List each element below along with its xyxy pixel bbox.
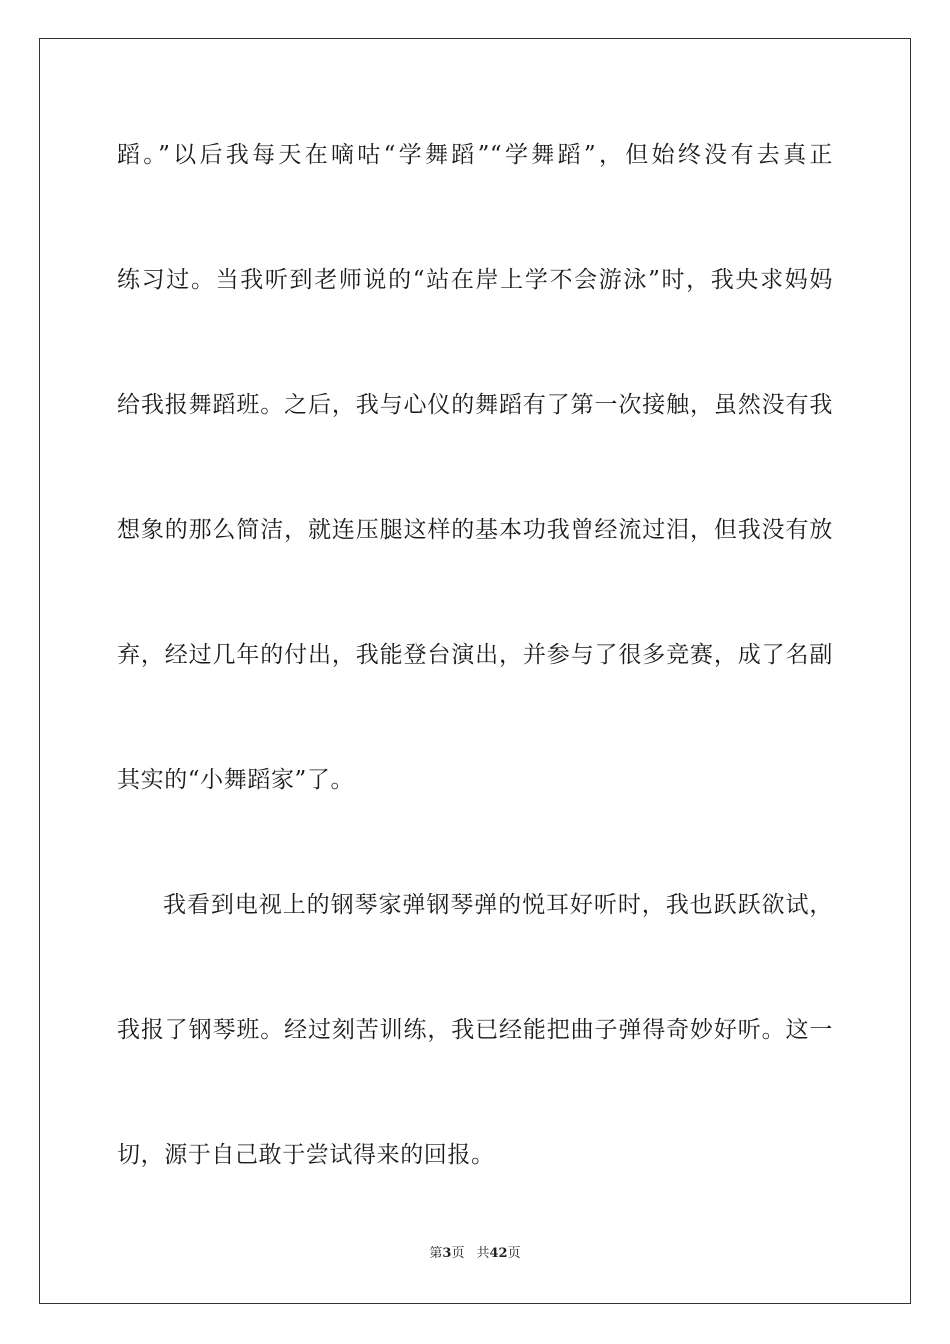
- page-footer: [0, 1245, 950, 1263]
- page-number-suffix: 页: [451, 1246, 465, 1261]
- page-number-prefix: 第: [429, 1246, 443, 1261]
- body-text-line-1: 蹈。”以后我每天在嘀咕“学舞蹈”“学舞蹈”，但始终没有去真正: [117, 142, 833, 168]
- current-page-number: 3: [442, 1246, 452, 1261]
- total-pages-prefix: 共: [476, 1246, 490, 1261]
- body-text-line-8: 我报了钢琴班。经过刻苦训练，我已经能把曲子弹得奇妙好听。这一: [117, 1017, 833, 1043]
- body-text-line-2: 练习过。当我听到老师说的“站在岸上学不会游泳”时，我央求妈妈: [117, 267, 833, 293]
- total-pages-suffix: 页: [507, 1246, 521, 1261]
- total-pages-number: 42: [489, 1246, 508, 1261]
- page-border: [39, 38, 911, 1304]
- body-text-line-6: 其实的“小舞蹈家”了。: [117, 767, 355, 793]
- body-text-line-3: 给我报舞蹈班。之后，我与心仪的舞蹈有了第一次接触，虽然没有我: [117, 392, 833, 418]
- body-text-line-9: 切，源于自己敢于尝试得来的回报。: [117, 1142, 495, 1168]
- body-text-line-7-indented: 我看到电视上的钢琴家弹钢琴弹的悦耳好听时，我也跃跃欲试，: [163, 892, 833, 918]
- body-text-line-4: 想象的那么简洁，就连压腿这样的基本功我曾经流过泪，但我没有放: [117, 517, 833, 543]
- body-text-line-5: 弃，经过几年的付出，我能登台演出，并参与了很多竞赛，成了名副: [117, 642, 833, 668]
